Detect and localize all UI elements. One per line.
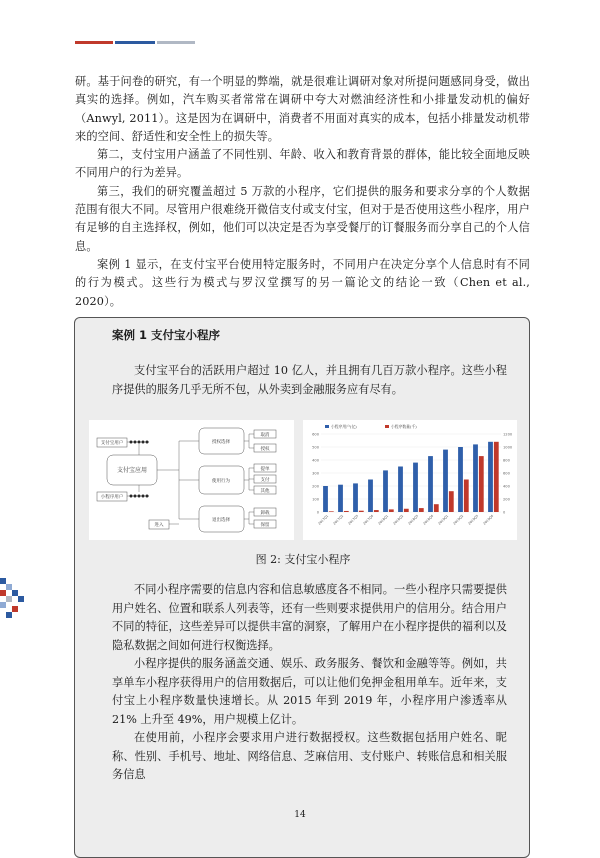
legend-label: 小程序数量(千) [391,424,417,429]
y-tick-right: 600 [503,471,510,476]
flow-leaf-7: 保留 [260,523,270,528]
flow-leaf-2: 授权 [260,447,270,452]
bar-count [404,509,409,512]
legend-swatch [385,425,389,428]
y-tick-left: 500 [312,445,319,450]
flow-label-entry: 进入 [154,523,164,528]
paragraph-3: 第三，我们的研究覆盖超过 5 万款的小程序，它们提供的服务和要求分享的个人数据范围有很大不同。尽管用户很难绕开微信支付或支付宝，但对于是否使用这些小程序，用户有足够的自主选择权，例如，他们可以决定是否为享受餐厅的订餐服务而分享自己的个人信息。 [75,184,530,253]
bar-users [353,483,358,512]
flow-label-miniprogram-user: 小程序用户 [100,495,124,500]
flow-label-usage-behavior: 使用行为 [212,479,230,484]
bar-count [434,504,439,512]
case-intro [112,362,507,399]
paragraph-1: 研。基于问卷的研究，有一个明显的弊端，就是很难让调研对象对所提问题感同身受，做出真实的选择。例如，汽车购买者常常在调研中夸大对燃油经济性和小排量发动机的偏好（Anwyl, 2011）。这是因为在调研中，消费者不用面对真实的成本，包括小排量发动机带来的空间、舒适性和安全性上的损失等。 [75,75,530,143]
x-tick-label: 2019Q2 [452,513,465,526]
paragraph-2: 第二，支付宝用户涵盖了不同性别、年龄、收入和教育背景的群体，能比较全面地反映不同用户的行为差异。 [75,148,530,180]
y-tick-left: 200 [312,484,319,489]
legend-label: 小程序用户(亿) [331,424,357,429]
page-number: 14 [294,810,306,820]
body-text [75,73,530,311]
corner-pixel-decoration [0,578,28,618]
x-tick-label: 2017Q1 [317,513,330,526]
bar-users [383,470,388,512]
flow-label-alipay-user: 支付宝用户 [100,441,124,446]
x-tick-label: 2019Q3 [467,513,480,526]
bar-count [494,442,499,512]
bar-users [368,480,373,513]
bar-users [458,447,463,512]
y-tick-left: 400 [312,458,319,463]
bar-users [428,456,433,512]
bar-users [473,444,478,512]
case-study-box [74,317,530,858]
bar-count [449,491,454,512]
header-stripe-red [75,41,113,44]
x-tick-label: 2019Q1 [437,513,450,526]
bar-count [374,510,379,512]
figure-caption: 图 2: 支付宝小程序 [255,553,351,566]
y-tick-left: 300 [312,471,319,476]
bar-count [389,509,394,512]
x-tick-label: 2017Q2 [332,513,345,526]
bar-count [344,511,349,512]
bar-users [398,467,403,513]
flow-label-alipay-app: 支付宝应用 [116,467,148,474]
header-decoration [75,41,195,44]
y-tick-right: 1200 [503,432,513,437]
x-tick-label: 2018Q2 [392,513,405,526]
bar-users [443,450,448,512]
bar-users [323,486,328,512]
bar-count [464,480,469,513]
x-tick-label: 2018Q1 [377,513,390,526]
flow-leaf-4: 支付 [260,478,270,483]
flow-leaf-3: 提单 [260,467,270,472]
flow-leaf-5: 其他 [260,489,270,494]
y-tick-right: 0 [503,510,506,515]
paragraph-4: 案例 1 显示，在支付宝平台使用特定服务时，不同用户在决定分享个人信息时有不同的行为模式。这些行为模式与罗汉堂撰写的另一篇论文的结论一致（Chen et al., 2020）。 [75,257,530,308]
y-tick-right: 800 [503,458,510,463]
x-tick-label: 2017Q4 [362,513,375,526]
header-stripe-gray [157,41,195,44]
case-intro-text: 支付宝平台的活跃用户超过 10 亿人，并且拥有几百万款小程序。这些小程序提供的服务几乎无所不包，从外卖到金融服务应有尽有。 [112,364,507,396]
y-tick-right: 1000 [503,445,513,450]
x-tick-label: 2018Q3 [407,513,420,526]
bar-count [479,456,484,512]
bar-users [338,485,343,512]
bar-chart [303,420,517,540]
case-paragraph-2: 小程序提供的服务涵盖交通、娱乐、政务服务、餐饮和金融等等。例如，共享单车小程序获得用户的信用数据后，可以让他们免押金租用单车。近年来，支付宝上小程序数量快速增长。从 2015 年到 2019 年，小程序用户渗透率从 21% 上升至 49%，用户规模上亿计。 [112,657,507,726]
case-paragraph-1: 不同小程序需要的信息内容和信息敏感度各不相同。一些小程序只需要提供用户姓名、位置和联系人列表等，还有一些则要求提供用户的信用分。结合用户不同的特征，这些差异可以提供丰富的洞察，了解用户在小程序提供的福利以及隐私数据之间如何进行权衡选择。 [112,583,507,652]
case-paragraph-3: 在使用前，小程序会要求用户进行数据授权。这些数据包括用户姓名、昵称、性别、手机号、地址、网络信息、芝麻信用、支付账户、转账信息和相关服务信息 [112,731,507,781]
y-tick-left: 100 [312,497,319,502]
x-tick-label: 2017Q3 [347,513,360,526]
y-tick-left: 600 [312,432,319,437]
flow-label-auth-choice: 授权选择 [212,440,230,445]
flow-leaf-6: 卸载 [260,511,270,516]
case-title: 案例 1 支付宝小程序 [112,328,221,342]
flow-leaf-1: 取消 [260,433,270,438]
flowchart-figure [89,420,294,540]
bar-users [488,442,493,512]
bar-count [329,511,334,512]
header-stripe-blue [115,41,155,44]
y-tick-left: 0 [316,510,319,515]
bar-users [413,463,418,512]
bar-count [419,508,424,512]
x-tick-label: 2019Q4 [482,513,495,526]
x-tick-label: 2018Q4 [422,513,435,526]
case-body [112,581,507,785]
y-tick-right: 200 [503,497,510,502]
y-tick-right: 400 [503,484,510,489]
flow-label-exit-choice: 退出选择 [212,518,230,523]
bar-count [359,511,364,512]
legend-swatch [325,425,329,428]
